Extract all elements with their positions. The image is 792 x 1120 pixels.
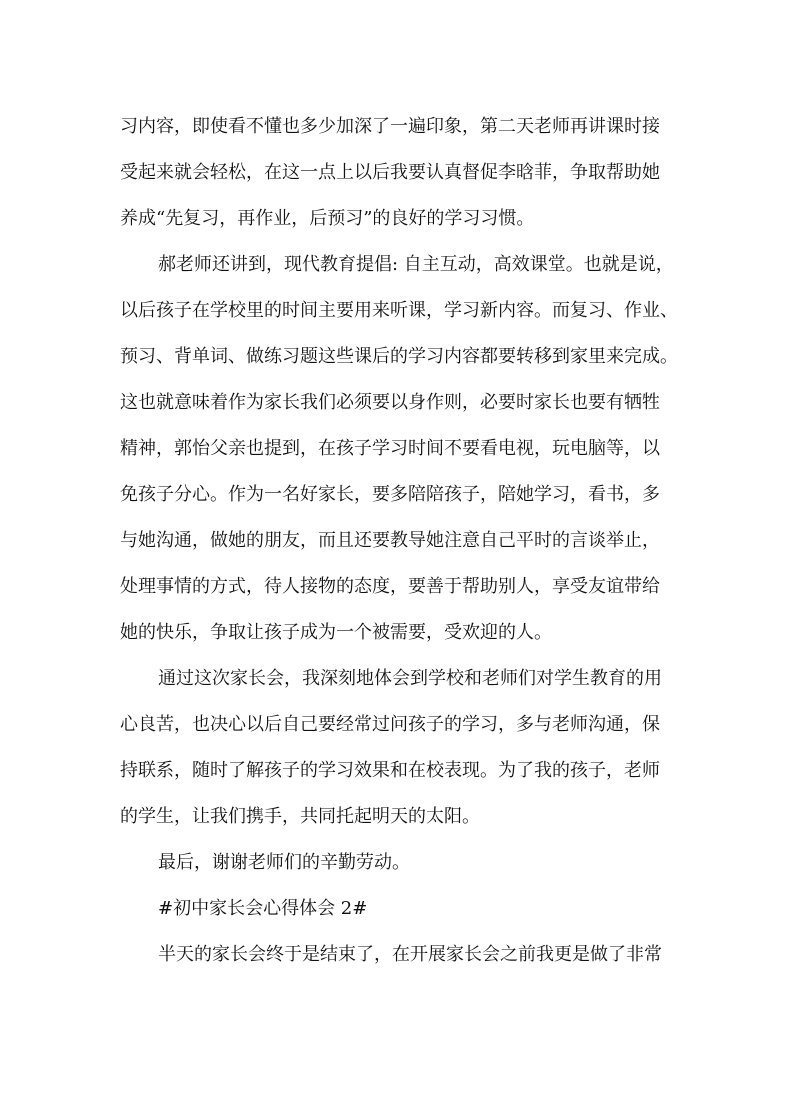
text-line: 处理事情的方式，待人接物的态度，要善于帮助别人，享受友谊带给 [120, 576, 660, 597]
paragraph-start-line: 通过这次家长会，我深刻地体会到学校和老师们对学生教育的用 [158, 668, 662, 689]
document-body [120, 104, 680, 978]
text-line: 的学生，让我们携手，共同托起明天的太阳。 [120, 806, 480, 827]
paragraph-start-line: 半天的家长会终于是结束了，在开展家长会之前我更是做了非常 [158, 944, 662, 965]
text-line: 习内容，即使看不懂也多少加深了一遍印象，第二天老师再讲课时接 [120, 116, 660, 137]
text-line: 受起来就会轻松，在这一点上以后我要认真督促李晗菲，争取帮助她 [120, 162, 660, 183]
section-heading: #初中家长会心得体会 2# [158, 898, 368, 919]
paragraph-start-line: 郝老师还讲到，现代教育提倡: 自主互动，高效课堂。也就是说， [158, 254, 674, 275]
text-line: 与她沟通，做她的朋友，而且还要教导她注意自己平时的言谈举止， [120, 530, 660, 551]
text-line: 精神，郭怡父亲也提到，在孩子学习时间不要看电视，玩电脑等，以 [120, 438, 660, 459]
text-line: 免孩子分心。作为一名好家长，要多陪陪孩子，陪她学习，看书，多 [120, 484, 660, 505]
text-line: 持联系，随时了解孩子的学习效果和在校表现。为了我的孩子，老师 [120, 760, 660, 781]
text-line: 预习、背单词、做练习题这些课后的学习内容都要转移到家里来完成。 [120, 346, 678, 367]
paragraph-start-line: 最后，谢谢老师们的辛勤劳动。 [158, 852, 410, 873]
text-line: 这也就意味着作为家长我们必须要以身作则，必要时家长也要有牺牲 [120, 392, 660, 413]
text-line: 她的快乐，争取让孩子成为一个被需要，受欢迎的人。 [120, 622, 552, 643]
text-line: 养成“先复习，再作业，后预习”的良好的学习习惯。 [120, 208, 535, 229]
text-line: 心良苦，也决心以后自己要经常过问孩子的学习，多与老师沟通，保 [120, 714, 660, 735]
text-line: 以后孩子在学校里的时间主要用来听课，学习新内容。而复习、作业、 [120, 300, 678, 321]
